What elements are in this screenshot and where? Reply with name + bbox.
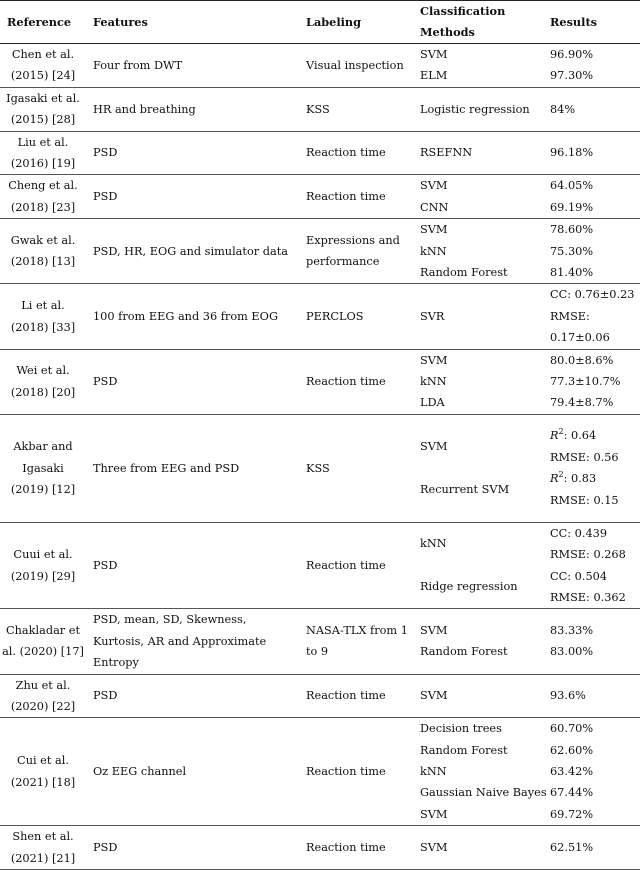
method-item: CNN [420, 200, 449, 214]
labeling-cell: Visual inspection [299, 44, 413, 88]
table-row [0, 414, 640, 522]
features-cell: Oz EEG channel [86, 718, 299, 826]
method-item: ELM [420, 69, 448, 83]
table-row [0, 175, 640, 219]
method-item: LDA [420, 396, 445, 410]
table-row [0, 349, 640, 414]
method-item: Gaussian Naive Bayes [420, 786, 547, 800]
methods-cell [413, 718, 547, 826]
reference-cell: Igasaki et al. (2015) [28] [0, 87, 86, 131]
result-item: RMSE: 0.56 [550, 450, 619, 464]
result-item: RMSE: 0.15 [550, 493, 619, 507]
result-item: 0.17±0.06 [550, 331, 610, 345]
results-cell [543, 674, 640, 718]
reference-cell: Akbar and Igasaki (2019) [12] [0, 414, 86, 522]
header-reference: Reference [0, 1, 86, 44]
method-item: SVM [420, 440, 448, 454]
r-variable: R [550, 429, 559, 443]
methods-cell [413, 826, 543, 870]
features-cell: PSD [86, 349, 299, 414]
table-row [0, 284, 640, 349]
reference-cell: Wei et al. (2018) [20] [0, 349, 86, 414]
header-features: Features [86, 1, 299, 44]
header-results: Results [543, 1, 640, 44]
results-cell [543, 609, 640, 674]
result-item: 81.40% [550, 266, 594, 280]
labeling-cell: KSS [299, 87, 413, 131]
features-cell: PSD [86, 522, 299, 609]
methods-cell [413, 284, 543, 349]
result-item: CC: 0.504 [550, 569, 608, 583]
methods-cell [413, 414, 543, 522]
result-item: RMSE: 0.268 [550, 548, 626, 562]
header-labeling: Labeling [299, 1, 413, 44]
methods-cell [413, 175, 543, 219]
spacer [413, 415, 543, 436]
result-item: 69.19% [550, 200, 594, 214]
labeling-cell: Reaction time [299, 131, 413, 175]
features-cell: Three from EEG and PSD [86, 414, 299, 522]
reference-cell: Cui et al. (2021) [18] [0, 718, 86, 826]
table-row [0, 826, 640, 870]
results-cell [543, 522, 640, 609]
method-item: Decision trees [420, 722, 502, 736]
result-item: RMSE: 0.362 [550, 590, 626, 604]
table-row [0, 87, 640, 131]
table-row [0, 718, 640, 826]
spacer [413, 500, 543, 521]
method-item: RSEFNN [420, 146, 473, 160]
result-item: 80.0±8.6% [550, 353, 614, 367]
method-item: SVM [420, 223, 448, 237]
labeling-cell: Reaction time [299, 522, 413, 609]
result-item: 96.90% [550, 48, 594, 62]
table-row [0, 674, 640, 718]
labeling-cell: Reaction time [299, 718, 413, 826]
labeling-cell: Reaction time [299, 826, 413, 870]
features-cell: PSD, mean, SD, Skewness, Kurtosis, AR and Approximate Entropy [86, 609, 299, 674]
reference-cell: Zhu et al. (2020) [22] [0, 674, 86, 718]
methods-cell [413, 131, 543, 175]
table-row [0, 522, 640, 609]
reference-cell: Chakladar et al. (2020) [17] [0, 609, 86, 674]
r-variable: R [550, 472, 559, 486]
result-item: CC: 0.76±0.23 [550, 288, 635, 302]
features-cell: Four from DWT [86, 44, 299, 88]
method-item: SVR [420, 309, 445, 323]
result-item: 63.42% [550, 765, 594, 779]
methods-cell [413, 522, 543, 609]
method-item: Ridge regression [420, 580, 518, 594]
labeling-cell: Reaction time [299, 349, 413, 414]
result-text: : 0.83 [563, 472, 597, 486]
method-item: Recurrent SVM [420, 482, 510, 496]
methods-cell [413, 44, 543, 88]
methods-cell [413, 349, 543, 414]
reference-cell: Gwak et al. (2018) [13] [0, 219, 86, 284]
result-item: 84% [550, 102, 576, 116]
results-cell [543, 414, 640, 522]
reference-cell: Li et al. (2018) [33] [0, 284, 86, 349]
result-item: 69.72% [550, 807, 594, 821]
table-row [0, 44, 640, 88]
labeling-cell: Expressions and performance [299, 219, 413, 284]
method-item: SVM [420, 48, 448, 62]
method-item: SVM [420, 689, 448, 703]
result-item: 79.4±8.7% [550, 396, 614, 410]
results-cell [543, 44, 640, 88]
spacer [413, 555, 543, 576]
labeling-cell: NASA-TLX from 1 to 9 [299, 609, 413, 674]
result-item: 96.18% [550, 146, 594, 160]
results-cell [543, 349, 640, 414]
labeling-cell: KSS [299, 414, 413, 522]
method-item: Random Forest [420, 743, 508, 757]
result-item: 93.6% [550, 689, 586, 703]
features-cell: PSD, HR, EOG and simulator data [86, 219, 299, 284]
result-item: 75.30% [550, 244, 594, 258]
results-cell [543, 175, 640, 219]
method-item: SVM [420, 353, 448, 367]
results-cell [543, 219, 640, 284]
results-cell [543, 284, 640, 349]
features-cell: PSD [86, 175, 299, 219]
features-cell: PSD [86, 674, 299, 718]
method-item: Random Forest [420, 645, 508, 659]
methods-cell [413, 609, 543, 674]
superscript: 2 [558, 470, 564, 480]
features-cell: HR and breathing [86, 87, 299, 131]
result-item: 60.70% [550, 722, 594, 736]
method-item: SVM [420, 179, 448, 193]
header-methods: Classification Methods [413, 1, 543, 44]
methods-cell [413, 674, 543, 718]
result-item: 77.3±10.7% [550, 374, 621, 388]
method-item: Random Forest [420, 266, 508, 280]
results-cell [543, 826, 640, 870]
results-cell [543, 131, 640, 175]
features-cell: PSD [86, 131, 299, 175]
method-item: Logistic regression [420, 102, 530, 116]
reference-cell: Liu et al. (2016) [19] [0, 131, 86, 175]
method-item: SVM [420, 840, 448, 854]
header-row [0, 1, 640, 44]
results-cell [543, 718, 640, 826]
result-item: 83.33% [550, 624, 594, 637]
methods-cell [413, 219, 543, 284]
methods-cell [413, 87, 543, 131]
labeling-cell: Reaction time [299, 674, 413, 718]
table-row [0, 609, 640, 674]
table-row [0, 219, 640, 284]
reference-cell: Shen et al. (2021) [21] [0, 826, 86, 870]
result-item: RMSE: [550, 309, 590, 323]
result-item: 62.51% [550, 840, 594, 854]
result-text: : 0.64 [563, 429, 597, 443]
labeling-cell: Reaction time [299, 175, 413, 219]
method-item: kNN [420, 765, 447, 779]
features-cell: PSD [86, 826, 299, 870]
method-item: kNN [420, 244, 447, 258]
reference-cell: Chen et al. (2015) [24] [0, 44, 86, 88]
result-item: CC: 0.439 [550, 526, 608, 540]
result-item: 97.30% [550, 69, 594, 83]
result-item: 78.60% [550, 223, 594, 237]
result-item [543, 468, 640, 489]
reference-cell: Cheng et al. (2018) [23] [0, 175, 86, 219]
method-item: SVM [420, 624, 448, 637]
results-cell [543, 87, 640, 131]
method-item: SVM [420, 807, 448, 821]
table-row [0, 131, 640, 175]
result-item [543, 425, 640, 446]
result-item: 62.60% [550, 743, 594, 757]
superscript: 2 [558, 427, 564, 437]
spacer [413, 458, 543, 479]
method-item: kNN [420, 537, 447, 551]
method-item: kNN [420, 374, 447, 388]
features-cell: 100 from EEG and 36 from EOG [86, 284, 299, 349]
result-item: 67.44% [550, 786, 594, 800]
reference-cell: Cuui et al. (2019) [29] [0, 522, 86, 609]
labeling-cell: PERCLOS [299, 284, 413, 349]
result-item: 83.00% [550, 645, 594, 659]
result-item: 64.05% [550, 179, 594, 193]
